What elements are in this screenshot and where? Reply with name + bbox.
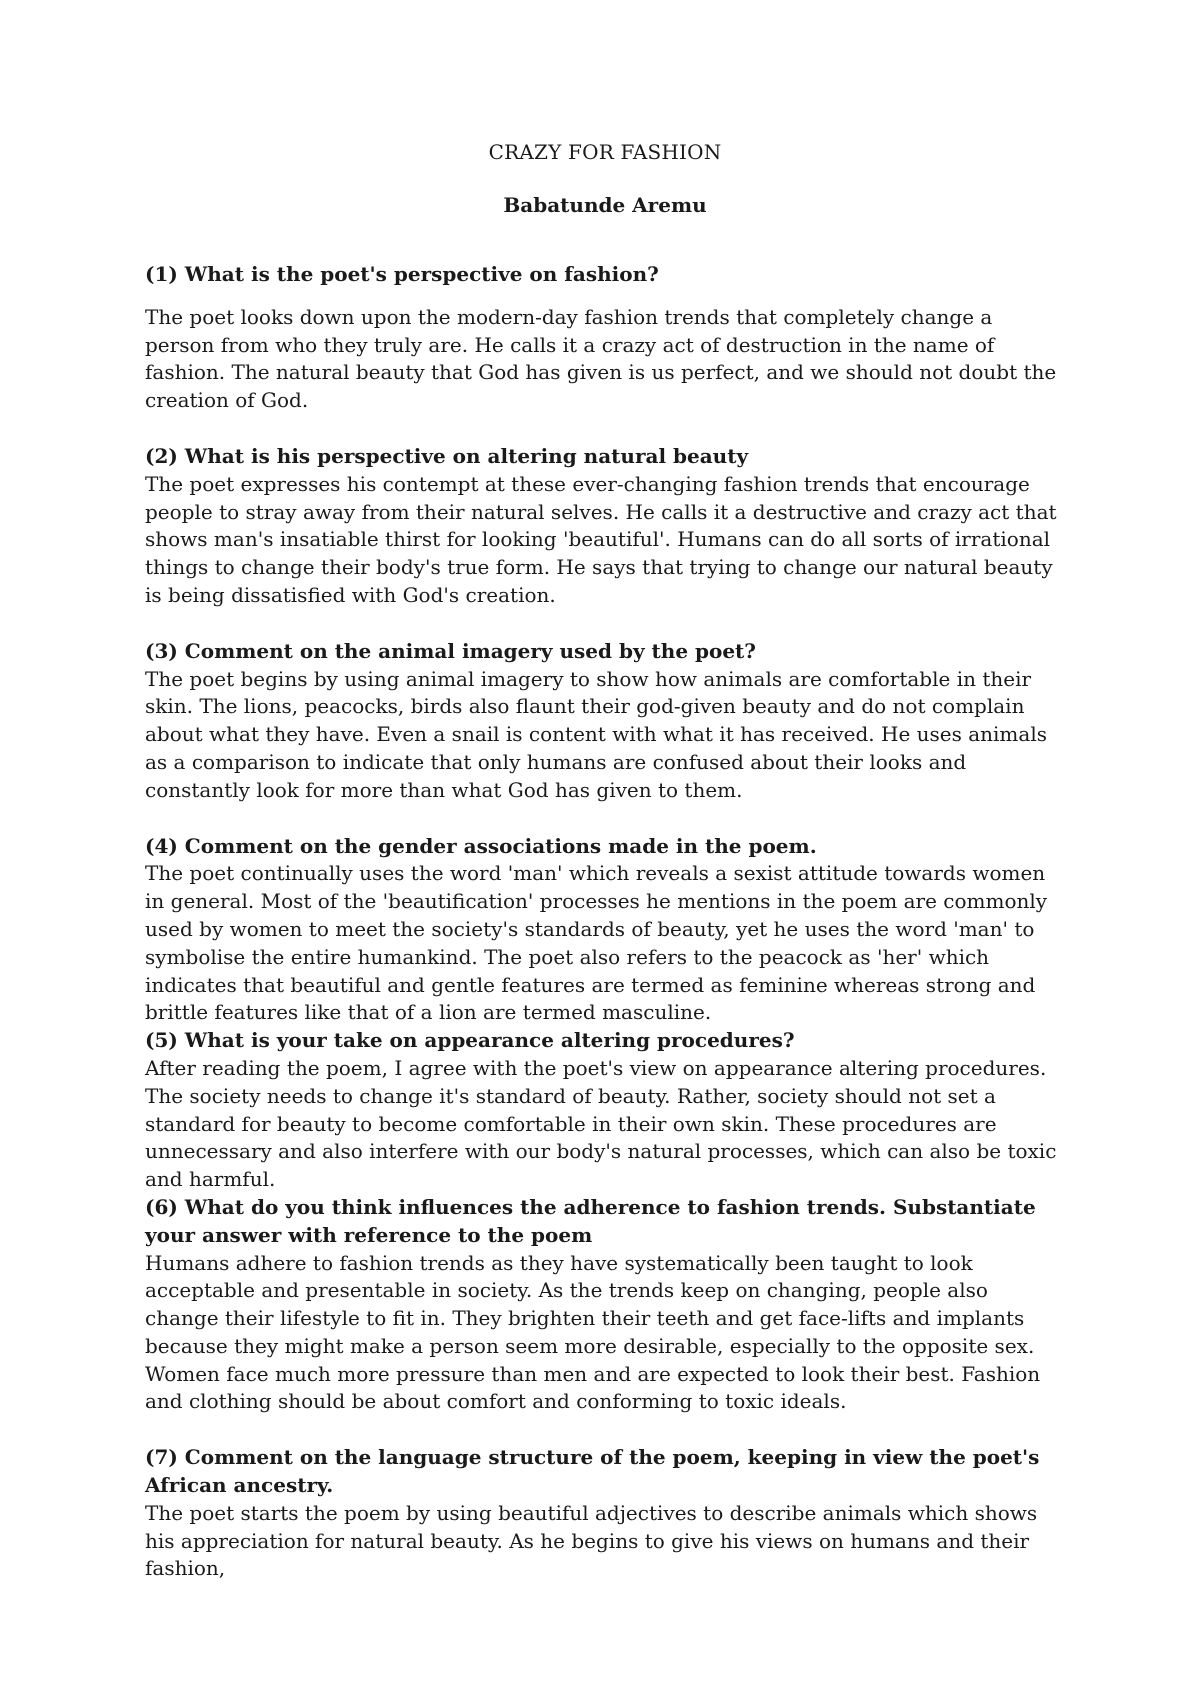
answer-paragraph: After reading the poem, I agree with the poet's view on appearance altering procedures. The society needs to change it's standard of beauty. Rather, society should not set a standard for beauty to become comfortable in their own skin. These procedures are unnecessary and also interfere with our body's natural processes, which can also be toxic and harmful. bbox=[145, 1055, 1057, 1192]
question-heading: (1) What is the poet's perspective on fashion? bbox=[145, 262, 659, 286]
question-section-5 bbox=[145, 1027, 1065, 1194]
question-section-2 bbox=[145, 443, 1065, 610]
question-section-6 bbox=[145, 1194, 1065, 1416]
question-section-3 bbox=[145, 638, 1065, 805]
question-heading: (7) Comment on the language structure of the poem, keeping in view the poet's African ancestry. bbox=[145, 1445, 1040, 1498]
answer-paragraph: The poet looks down upon the modern-day fashion trends that completely change a person from who they truly are. He calls it a crazy act of destruction in the name of fashion. The natural beauty that God has given is us perfect, and we should not doubt the creation of God. bbox=[145, 304, 1057, 413]
document-page bbox=[145, 140, 1065, 1583]
question-heading: (3) Comment on the animal imagery used by the poet? bbox=[145, 638, 757, 663]
question-section-4 bbox=[145, 833, 1065, 1028]
document-title: CRAZY FOR FASHION bbox=[488, 140, 722, 164]
question-heading: (5) What is your take on appearance altering procedures? bbox=[145, 1028, 795, 1053]
question-section-1 bbox=[145, 261, 1065, 415]
question-heading: (2) What is his perspective on altering natural beauty bbox=[145, 443, 749, 468]
question-section-7 bbox=[145, 1444, 1065, 1583]
document-author: Babatunde Aremu bbox=[503, 193, 707, 217]
answer-paragraph: The poet starts the poem by using beautiful adjectives to describe animals which shows his appreciation for natural beauty. As he begins to give his views on humans and their fashion, bbox=[145, 1500, 1038, 1581]
answer-paragraph: The poet begins by using animal imagery to show how animals are comfortable in their skin. The lions, peacocks, birds also flaunt their god-given beauty and do not complain about what they have. Even a snail is content with what it has received. He uses animals as a comparison to indicate that only humans are confused about their looks and constantly look for more than what God has given to them. bbox=[145, 666, 1047, 802]
answer-paragraph: The poet expresses his contempt at these ever-changing fashion trends that encourage people to stray away from their natural selves. He calls it a destructive and crazy act that shows man's insatiable thirst for looking 'beautiful'. Humans can do all sorts of irrational things to change their body's true form. He says that trying to change our natural beauty is being dissatisfied with God's creation. bbox=[145, 471, 1057, 607]
question-heading: (6) What do you think influences the adherence to fashion trends. Substantiate your answer with reference to the poem bbox=[145, 1194, 1036, 1247]
question-heading: (4) Comment on the gender associations made in the poem. bbox=[145, 833, 817, 858]
answer-paragraph: The poet continually uses the word 'man' which reveals a sexist attitude towards women in general. Most of the 'beautification' processes he mentions in the poem are commonly used by women to meet the society's standards of beauty, yet he uses the word 'man' to symbolise the entire humankind. The poet also refers to the peacock as 'her' which indicates that beautiful and gentle features are termed as feminine whereas strong and brittle features like that of a lion are termed masculine. bbox=[145, 861, 1048, 1025]
answer-paragraph: Humans adhere to fashion trends as they have systematically been taught to look acceptable and presentable in society. As the trends keep on changing, people also change their lifestyle to fit in. They brighten their teeth and get face-lifts and implants because they might make a person seem more desirable, especially to the opposite sex. Women face much more pressure than men and are expected to look their best. Fashion and clothing should be about comfort and conforming to toxic ideals. bbox=[145, 1250, 1041, 1414]
